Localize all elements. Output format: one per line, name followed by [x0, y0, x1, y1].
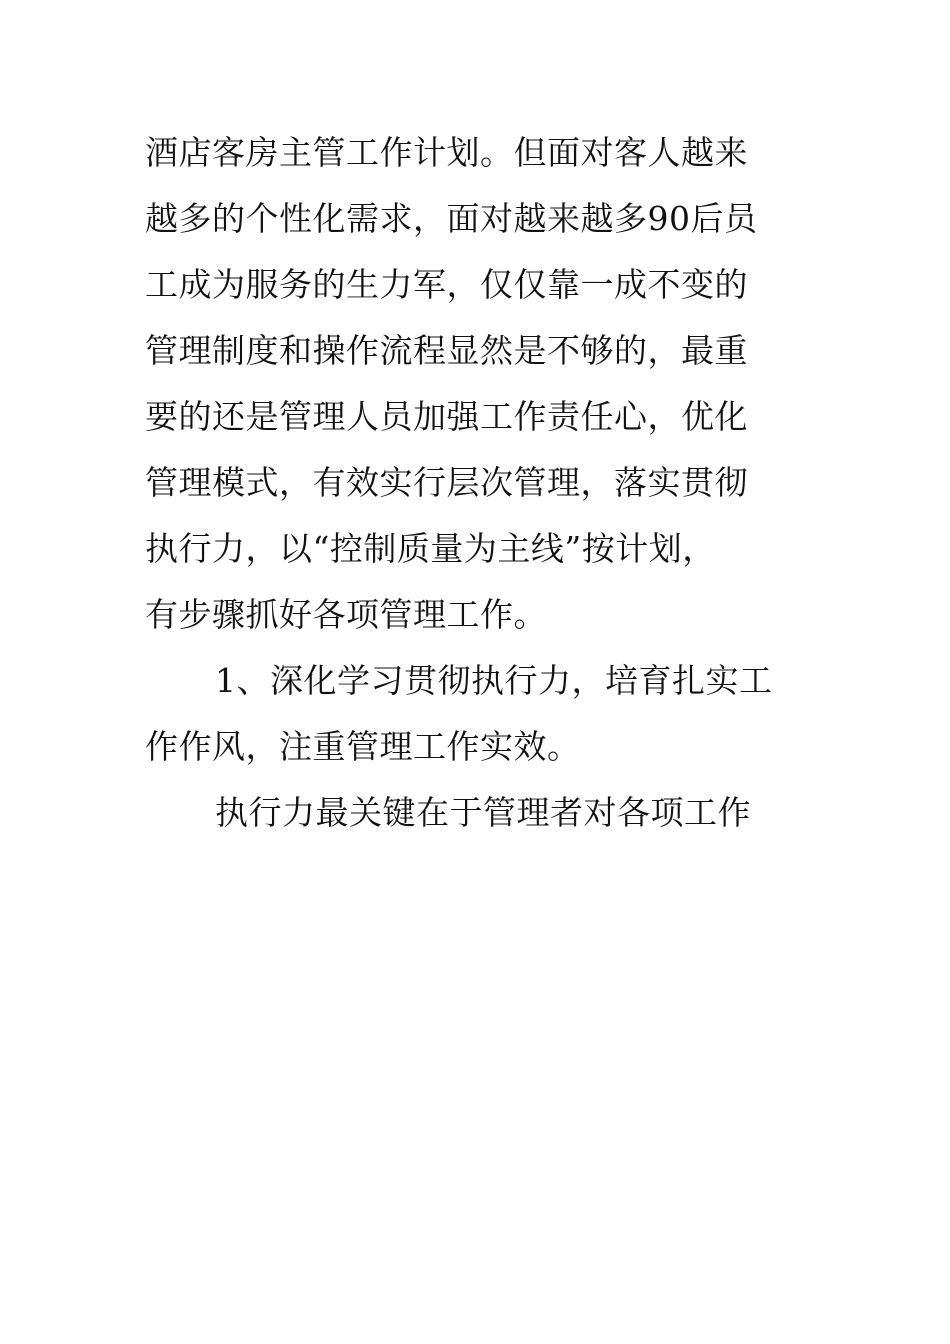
text-line: 酒店客房主管工作计划。但面对客人越来 [145, 133, 748, 172]
document-body [145, 127, 845, 853]
text-line: 有步骤抓好各项管理工作。 [145, 595, 547, 634]
text-line: 执行力，以“控制质量为主线”按计划， [145, 529, 716, 568]
text-line: 执行力最关键在于管理者对各项工作 [215, 793, 751, 832]
text-line: 管理模式，有效实行层次管理，落实贯彻 [145, 463, 748, 502]
text-line: 管理制度和操作流程显然是不够的，最重 [145, 331, 748, 370]
section-heading-line: 1、深化学习贯彻执行力，培育扎实工 [215, 661, 773, 700]
text-line: 越多的个性化需求，面对越来越多90后员 [145, 199, 758, 238]
section-heading-line: 作作风，注重管理工作实效。 [145, 727, 581, 766]
text-line: 工成为服务的生力军，仅仅靠一成不变的 [145, 265, 748, 304]
text-line: 要的还是管理人员加强工作责任心，优化 [145, 397, 748, 436]
